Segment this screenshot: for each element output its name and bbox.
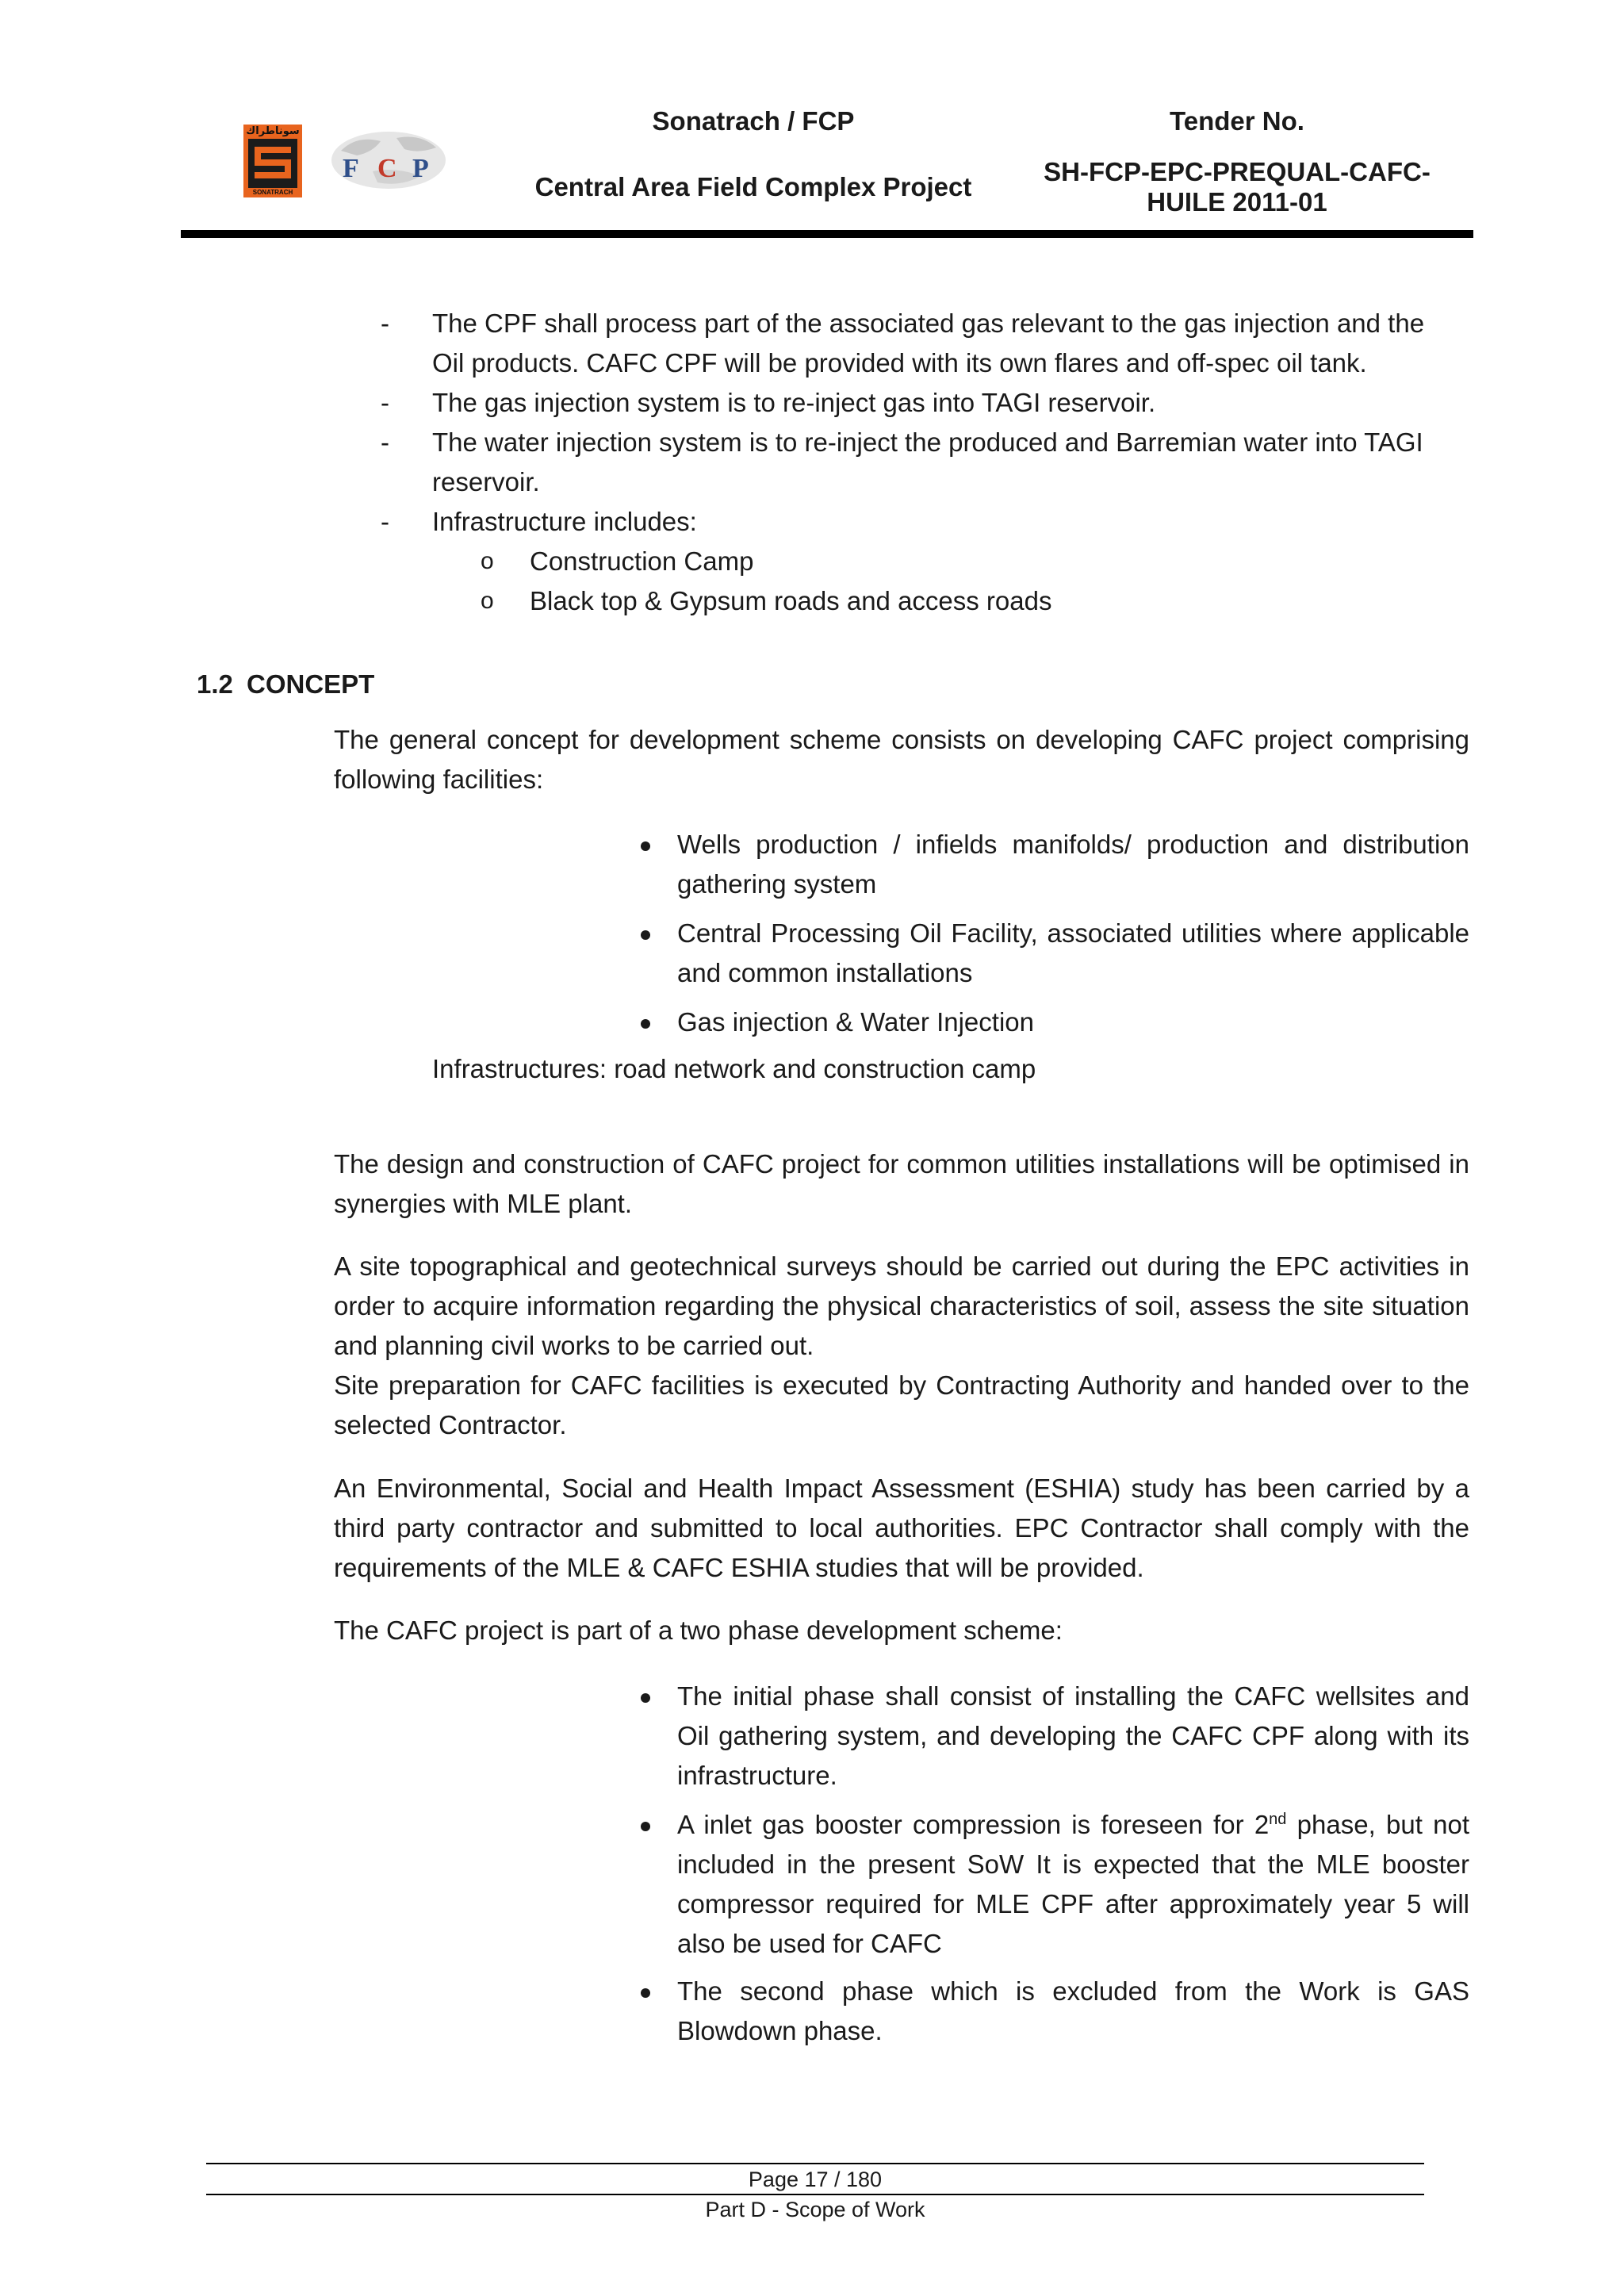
header-tender-number-line2: HUILE 2011-01 (1147, 187, 1327, 217)
footer-rule-middle (206, 2194, 1424, 2195)
header-tender-number-line1: SH-FCP-EPC-PREQUAL-CAFC- (1044, 157, 1431, 186)
section-number: 1.2 (197, 669, 233, 699)
bullet-marker (641, 1693, 650, 1703)
bullet-marker (641, 841, 650, 851)
dash-item-3-line1: The water injection system is to re-inject the produced and Barremian water into TAGI (432, 427, 1423, 457)
fcp-letter-c: C (377, 154, 397, 183)
facility-item-2: Central Processing Oil Facility, associated utilities where applicable and common installations (677, 918, 1469, 987)
infrastructures-line: Infrastructures: road network and construction camp (432, 1054, 1036, 1083)
dash-item-3-line2: reservoir. (432, 467, 540, 496)
paragraph-eshia: An Environmental, Social and Health Impact Assessment (ESHIA) study has been carried by a third party contractor and submitted to local authorities. EPC Contractor shall comply with the requirements of the MLE & CAFC ESHIA studies that will be provided. (334, 1474, 1469, 1582)
dash-item-2: The gas injection system is to re-inject gas into TAGI reservoir. (432, 388, 1156, 417)
bullet-marker (641, 930, 650, 940)
header-tender-label: Tender No. (1170, 106, 1304, 136)
footer-page-number: Page 17 / 180 (748, 2168, 883, 2191)
sub-item-marker: o (481, 588, 494, 614)
header-company: Sonatrach / FCP (652, 106, 855, 136)
fcp-logo (325, 127, 448, 198)
phase-item-2-superscript: nd (1269, 1811, 1287, 1828)
facility-item-1: Wells production / infields manifolds/ production and distribution gathering system (677, 830, 1469, 899)
paragraph-two-phase: The CAFC project is part of a two phase development scheme: (334, 1616, 1063, 1645)
phase-item-2-text-after: phase, but not included in the present SoW It is expected that the MLE booster compressor required for MLE CPF after approximately year 5 will also be used for CAFC (677, 1810, 1469, 1958)
facility-item-3: Gas injection & Water Injection (677, 1007, 1034, 1037)
dash-marker: - (381, 507, 389, 536)
header-rule (181, 230, 1473, 238)
dash-marker: - (381, 309, 389, 338)
footer-rule-top (206, 2163, 1424, 2164)
header-project: Central Area Field Complex Project (534, 172, 972, 201)
sonatrach-logo (243, 125, 302, 197)
sonatrach-logo-arabic: سوناطراك (246, 125, 300, 137)
dash-marker: - (381, 388, 389, 417)
bullet-marker (641, 1822, 650, 1831)
section-title: CONCEPT (247, 669, 375, 699)
phase-item-2-text-before: A inlet gas booster compression is foreseen for 2 (677, 1810, 1270, 1839)
concept-intro: The general concept for development scheme consists on developing CAFC project comprising following facilities: (334, 725, 1469, 794)
fcp-letter-p: P (412, 154, 429, 183)
fcp-letter-f: F (343, 154, 359, 183)
sub-item-1: Construction Camp (530, 546, 754, 576)
dash-item-4: Infrastructure includes: (432, 507, 697, 536)
paragraph-site-preparation: Site preparation for CAFC facilities is executed by Contracting Authority and handed over to the selected Contractor. (334, 1370, 1469, 1439)
bullet-marker (641, 1988, 650, 1998)
dash-item-1-line2: Oil products. CAFC CPF will be provided with its own flares and off-spec oil tank. (432, 348, 1367, 378)
phase-item-3: The second phase which is excluded from the Work is GAS Blowdown phase. (677, 1976, 1469, 2045)
phase-item-2 (677, 1805, 1469, 1964)
dash-item-1-line1: The CPF shall process part of the associated gas relevant to the gas injection and the (432, 309, 1425, 338)
sub-item-marker: o (481, 548, 494, 574)
paragraph-design: The design and construction of CAFC project for common utilities installations will be optimised in synergies with MLE plant. (334, 1149, 1469, 1218)
dash-marker: - (381, 427, 389, 457)
sonatrach-logo-text: SONATRACH (252, 189, 293, 196)
bullet-marker (641, 1019, 650, 1029)
sub-item-2: Black top & Gypsum roads and access roads (530, 586, 1052, 615)
paragraph-surveys: A site topographical and geotechnical surveys should be carried out during the EPC activities in order to acquire information regarding the physical characteristics of soil, assess the site situation and planning civil works to be carried out. (334, 1251, 1469, 1360)
phase-item-1: The initial phase shall consist of installing the CAFC wellsites and Oil gathering system, and developing the CAFC CPF along with its infrastructure. (677, 1681, 1469, 1790)
footer-part: Part D - Scope of Work (705, 2198, 925, 2221)
